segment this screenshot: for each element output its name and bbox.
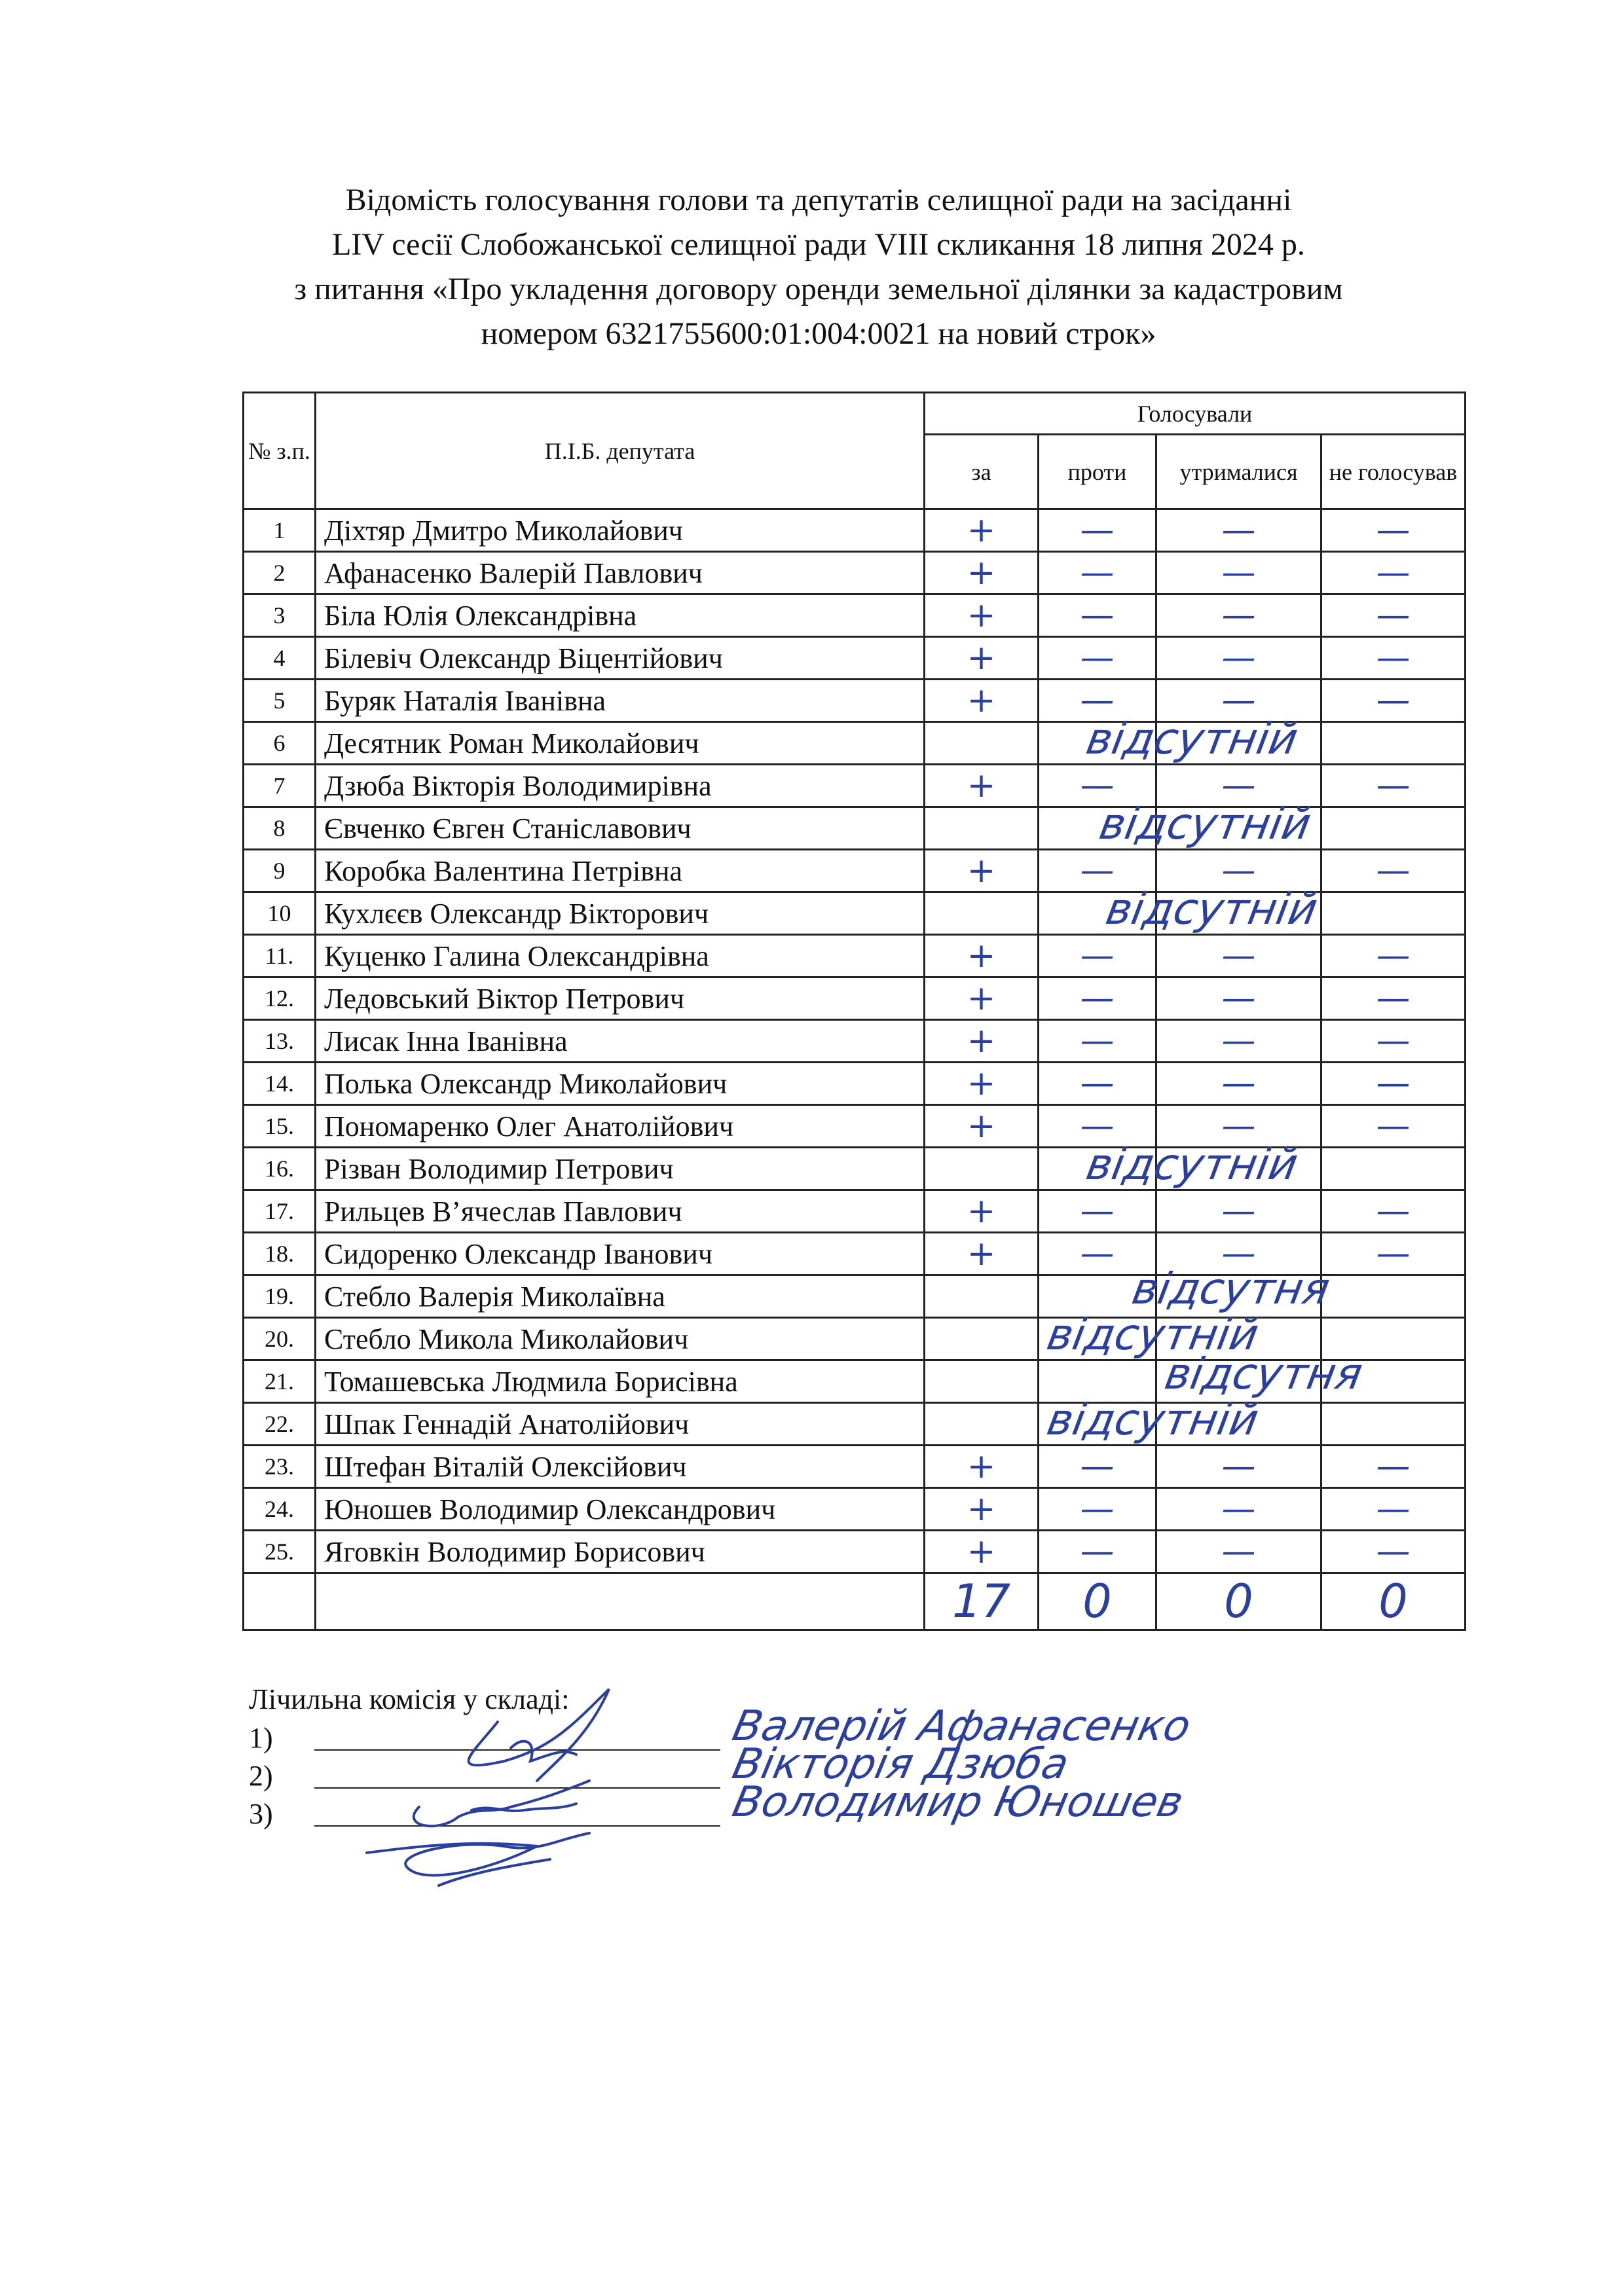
header-not-voted: не голосував (1321, 435, 1466, 509)
vote-against: — (1039, 977, 1156, 1020)
table-row (244, 935, 1466, 977)
totals-row (244, 1573, 1466, 1630)
title-line-3: з питання «Про укладення договору оренди земельної ділянки за кадастровим (294, 272, 1343, 306)
vote-not-voted: — (1321, 509, 1466, 552)
header-for: за (925, 435, 1039, 509)
vote-against: — (1039, 509, 1156, 552)
vote-for: + (925, 1020, 1039, 1063)
vote-not-voted: — (1321, 765, 1466, 807)
vote-not-voted: — (1321, 1233, 1466, 1275)
row-number: 10 (244, 892, 316, 935)
deputy-name: Біла Юлія Олександрівна (316, 594, 925, 637)
row-number: 11. (244, 935, 316, 977)
vote-for (925, 1360, 1039, 1403)
deputy-name: Юношев Володимир Олександрович (316, 1488, 925, 1531)
vote-against: — (1039, 935, 1156, 977)
deputy-name: Яговкін Володимир Борисович (316, 1531, 925, 1573)
vote-not-voted: — (1321, 1105, 1466, 1148)
member-name: Валерій Афанасенко (728, 1702, 1195, 1751)
total-for: 17 (925, 1573, 1039, 1630)
row-number: 15. (244, 1105, 316, 1148)
vote-not-voted: — (1321, 850, 1466, 892)
vote-not-voted: — (1321, 1446, 1466, 1488)
vote-for: + (925, 594, 1039, 637)
member-index: 1) (249, 1722, 273, 1754)
absent-note-row-8: відсутній (1096, 799, 1315, 849)
deputy-name: Євченко Євген Станіславович (316, 807, 925, 850)
vote-not-voted (1321, 892, 1466, 935)
vote-abstained: — (1156, 1233, 1321, 1275)
row-number: 9 (244, 850, 316, 892)
vote-abstained: — (1156, 552, 1321, 594)
member-index: 3) (249, 1798, 273, 1830)
vote-against: — (1039, 552, 1156, 594)
row-number: 21. (244, 1360, 316, 1403)
vote-not-voted: — (1321, 977, 1466, 1020)
table-row (244, 637, 1466, 680)
row-number: 12. (244, 977, 316, 1020)
vote-against: — (1039, 1446, 1156, 1488)
absent-note-row-21: відсутня (1161, 1349, 1367, 1399)
vote-against: — (1039, 1063, 1156, 1105)
vote-against: — (1039, 1020, 1156, 1063)
vote-for (925, 1318, 1039, 1360)
signature-2-stroke (414, 1781, 589, 1826)
vote-for (925, 807, 1039, 850)
absent-note-row-22: відсутній (1043, 1394, 1263, 1445)
vote-against: — (1039, 765, 1156, 807)
vote-abstained: — (1156, 977, 1321, 1020)
row-number: 25. (244, 1531, 316, 1573)
table-row (244, 977, 1466, 1020)
vote-not-voted: — (1321, 1488, 1466, 1531)
vote-against: — (1039, 1233, 1156, 1275)
vote-abstained: — (1156, 637, 1321, 680)
vote-against: — (1039, 1190, 1156, 1233)
vote-abstained: — (1156, 1105, 1321, 1148)
row-number: 16. (244, 1148, 316, 1190)
table-row (244, 1190, 1466, 1233)
commission-label: Лічильна комісія у складі: (249, 1683, 570, 1715)
absent-note-row-19: відсутня (1128, 1264, 1334, 1314)
vote-against: — (1039, 594, 1156, 637)
header-num: № з.п. (244, 393, 316, 509)
vote-for: + (925, 1063, 1039, 1105)
vote-not-voted (1321, 1148, 1466, 1190)
vote-for: + (925, 637, 1039, 680)
vote-not-voted (1321, 807, 1466, 850)
vote-for (925, 1275, 1039, 1318)
member-name: Володимир Юношев (728, 1778, 1188, 1827)
deputy-name: Кухлєєв Олександр Вікторович (316, 892, 925, 935)
table-row (244, 552, 1466, 594)
voting-table (242, 392, 1466, 1631)
vote-not-voted: — (1321, 1063, 1466, 1105)
vote-for (925, 1148, 1039, 1190)
title-line-4: номером 6321755600:01:004:0021 на новий строк» (481, 316, 1156, 351)
row-number: 24. (244, 1488, 316, 1531)
deputy-name: Білевіч Олександр Віцентійович (316, 637, 925, 680)
vote-abstained: — (1156, 1488, 1321, 1531)
vote-not-voted: — (1321, 637, 1466, 680)
row-number: 5 (244, 680, 316, 722)
vote-abstained: — (1156, 509, 1321, 552)
table-row (244, 1020, 1466, 1063)
deputy-name: Діхтяр Дмитро Миколайович (316, 509, 925, 552)
totals-num-cell (244, 1573, 316, 1630)
vote-abstained: — (1156, 680, 1321, 722)
absent-note-row-10: відсутній (1102, 884, 1321, 934)
vote-for (925, 892, 1039, 935)
deputy-name: Стебло Валерія Миколаївна (316, 1275, 925, 1318)
row-number: 13. (244, 1020, 316, 1063)
total-abstained: 0 (1156, 1573, 1321, 1630)
header-voted: Голосували (925, 393, 1466, 435)
signature-3-stroke (367, 1833, 589, 1875)
vote-for: + (925, 935, 1039, 977)
vote-abstained: — (1156, 935, 1321, 977)
deputy-name: Різван Володимир Петрович (316, 1148, 925, 1190)
table-row (244, 1063, 1466, 1105)
deputy-name: Сидоренко Олександр Іванович (316, 1233, 925, 1275)
vote-against: — (1039, 850, 1156, 892)
total-not-voted: 0 (1321, 1573, 1466, 1630)
row-number: 20. (244, 1318, 316, 1360)
member-name: Вікторія Дзюба (728, 1740, 1073, 1789)
table-row (244, 1446, 1466, 1488)
vote-abstained: — (1156, 1446, 1321, 1488)
deputy-name: Штефан Віталій Олексійович (316, 1446, 925, 1488)
vote-not-voted: — (1321, 1531, 1466, 1573)
absent-note-row-6: відсутній (1082, 714, 1302, 764)
vote-not-voted: — (1321, 594, 1466, 637)
vote-abstained: — (1156, 765, 1321, 807)
vote-for: + (925, 850, 1039, 892)
vote-not-voted (1321, 1403, 1466, 1446)
header-abstained: утрималися (1156, 435, 1321, 509)
table-row (244, 1488, 1466, 1531)
deputy-name: Коробка Валентина Петрівна (316, 850, 925, 892)
vote-for: + (925, 765, 1039, 807)
vote-for: + (925, 1531, 1039, 1573)
deputy-name: Полька Олександр Миколайович (316, 1063, 925, 1105)
row-number: 2 (244, 552, 316, 594)
vote-for (925, 1403, 1039, 1446)
deputy-name: Стебло Микола Миколайович (316, 1318, 925, 1360)
vote-against: — (1039, 680, 1156, 722)
vote-against: — (1039, 637, 1156, 680)
deputy-name: Десятник Роман Миколайович (316, 722, 925, 765)
total-against: 0 (1039, 1573, 1156, 1630)
vote-for (925, 722, 1039, 765)
signatures (341, 1676, 681, 1899)
row-number: 17. (244, 1190, 316, 1233)
title-line-2: LIV сесії Слобожанської селищної ради VIII скликання 18 липня 2024 р. (332, 227, 1305, 262)
vote-abstained: — (1156, 1063, 1321, 1105)
row-number: 19. (244, 1275, 316, 1318)
row-number: 22. (244, 1403, 316, 1446)
row-number: 18. (244, 1233, 316, 1275)
vote-for: + (925, 1105, 1039, 1148)
vote-for: + (925, 1446, 1039, 1488)
deputy-name: Куценко Галина Олександрівна (316, 935, 925, 977)
absent-note-row-16: відсутній (1082, 1139, 1302, 1190)
deputy-name: Шпак Геннадій Анатолійович (316, 1403, 925, 1446)
header-name: П.І.Б. депутата (316, 393, 925, 509)
row-number: 4 (244, 637, 316, 680)
deputy-name: Афанасенко Валерій Павлович (316, 552, 925, 594)
deputy-name: Рильцев В’ячеслав Павлович (316, 1190, 925, 1233)
vote-for: + (925, 552, 1039, 594)
vote-for: + (925, 1190, 1039, 1233)
vote-not-voted: — (1321, 935, 1466, 977)
vote-for: + (925, 1488, 1039, 1531)
vote-not-voted (1321, 1275, 1466, 1318)
totals-name-cell (316, 1573, 925, 1630)
table-row (244, 1531, 1466, 1573)
deputy-name: Ледовський Віктор Петрович (316, 977, 925, 1020)
vote-against: — (1039, 1531, 1156, 1573)
deputy-name: Томашевська Людмила Борисівна (316, 1360, 925, 1403)
signature-1-stroke (469, 1689, 609, 1781)
table-row (244, 1403, 1466, 1446)
deputy-name: Дзюба Вікторія Володимирівна (316, 765, 925, 807)
row-number: 7 (244, 765, 316, 807)
row-number: 6 (244, 722, 316, 765)
row-number: 1 (244, 509, 316, 552)
vote-abstained: — (1156, 1190, 1321, 1233)
vote-against: — (1039, 1105, 1156, 1148)
vote-not-voted: — (1321, 680, 1466, 722)
vote-abstained: — (1156, 594, 1321, 637)
vote-not-voted: — (1321, 1020, 1466, 1063)
vote-abstained: — (1156, 850, 1321, 892)
member-index: 2) (249, 1760, 273, 1792)
vote-abstained: — (1156, 1531, 1321, 1573)
table-row (244, 594, 1466, 637)
deputy-name: Пономаренко Олег Анатолійович (316, 1105, 925, 1148)
vote-not-voted: — (1321, 1190, 1466, 1233)
deputy-name: Лисак Інна Іванівна (316, 1020, 925, 1063)
vote-not-voted: — (1321, 552, 1466, 594)
vote-against: — (1039, 1488, 1156, 1531)
vote-not-voted (1321, 722, 1466, 765)
vote-for: + (925, 680, 1039, 722)
vote-for: + (925, 1233, 1039, 1275)
row-number: 8 (244, 807, 316, 850)
header-against: проти (1039, 435, 1156, 509)
row-number: 14. (244, 1063, 316, 1105)
row-number: 3 (244, 594, 316, 637)
vote-for: + (925, 509, 1039, 552)
title-line-1: Відомість голосування голови та депутатів селищної ради на засіданні (345, 183, 1292, 217)
deputy-name: Буряк Наталія Іванівна (316, 680, 925, 722)
document-title (196, 178, 1441, 356)
absent-note-row-20: відсутній (1043, 1309, 1263, 1360)
vote-for: + (925, 977, 1039, 1020)
table-row (244, 509, 1466, 552)
vote-abstained: — (1156, 1020, 1321, 1063)
row-number: 23. (244, 1446, 316, 1488)
